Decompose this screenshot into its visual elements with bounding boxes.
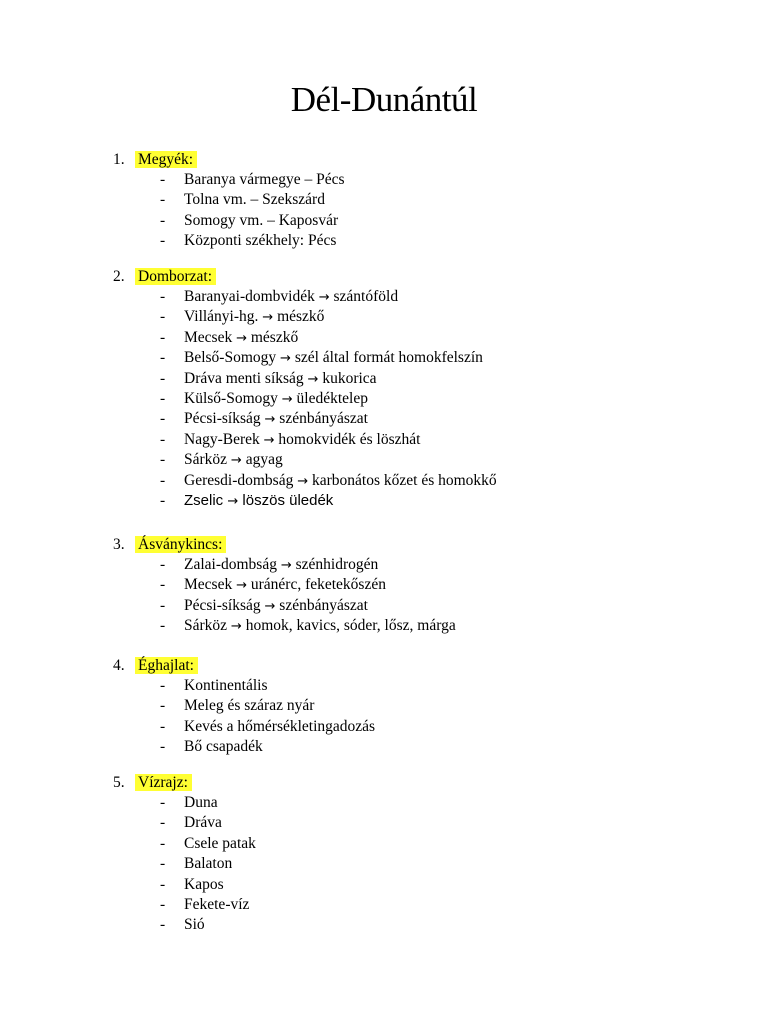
item-content: [184, 170, 345, 190]
item-text: Kevés a hőmérsékletingadozás: [184, 717, 376, 735]
item-content: [184, 491, 333, 512]
bullet-dash: -: [160, 369, 166, 387]
item-content: [184, 555, 378, 576]
arrow-right-icon: →: [227, 493, 239, 509]
bullet-dash: -: [160, 191, 166, 209]
item-text: Balaton: [184, 855, 233, 873]
arrow-right-icon: →: [236, 330, 247, 346]
item-content: [184, 915, 205, 935]
item-content: [184, 895, 249, 915]
bullet-dash: -: [160, 814, 166, 832]
item-content: [184, 875, 224, 895]
arrow-right-icon: →: [280, 558, 292, 573]
bullet-dash: -: [160, 895, 166, 913]
section-number: 2.: [113, 268, 125, 285]
bullet-dash: -: [160, 576, 166, 594]
item-text: Bő csapadék: [184, 738, 263, 756]
bullet-dash: -: [160, 410, 166, 428]
item-text: Tolna vm. – Szekszárd: [184, 191, 325, 209]
arrow-right-icon: →: [297, 473, 309, 489]
bullet-dash: -: [160, 596, 166, 614]
item-text: Pécsi-síkság: [184, 410, 261, 428]
arrow-right-icon: →: [236, 578, 247, 594]
bullet-dash: -: [160, 556, 166, 573]
arrow-right-icon: →: [280, 351, 291, 367]
bullet-dash: -: [160, 288, 166, 305]
bullet-dash: -: [160, 738, 166, 756]
item-content: [184, 575, 386, 596]
arrow-right-icon: →: [264, 412, 276, 428]
item-target: homokvidék és löszhát: [278, 430, 421, 448]
item-content: [184, 369, 377, 390]
bullet-dash: -: [160, 430, 166, 448]
bullet-dash: -: [160, 677, 166, 694]
item-text: Duna: [184, 794, 218, 811]
section-label: Vízrajz:: [135, 774, 192, 791]
item-target: karbonátos kőzet és homokkő: [312, 471, 497, 489]
item-target: szél által formát homokfelszín: [294, 349, 483, 367]
bullet-dash: -: [160, 834, 166, 852]
bullet-dash: -: [160, 794, 166, 811]
item-text: Sió: [184, 916, 205, 934]
item-text: Belső-Somogy: [184, 349, 277, 367]
item-target: agyag: [245, 451, 283, 469]
item-text: Kapos: [184, 875, 224, 893]
item-text: Csele patak: [184, 834, 256, 852]
bullet-dash: -: [160, 308, 166, 326]
page-title: Dél-Dunántúl: [290, 80, 478, 119]
item-content: [184, 307, 324, 328]
item-text: Somogy vm. – Kaposvár: [184, 211, 339, 229]
item-text: Külső-Somogy: [184, 389, 278, 407]
item-target: mészkő: [250, 328, 299, 346]
item-content: [184, 328, 298, 349]
item-text: Központi székhely: Pécs: [184, 232, 337, 250]
item-text: Baranyai-dombvidék: [184, 288, 315, 305]
arrow-right-icon: →: [230, 453, 242, 469]
arrow-right-icon: →: [264, 598, 276, 614]
item-content: [184, 287, 398, 308]
item-target: uránérc, feketekőszén: [250, 576, 386, 594]
item-target: szénhidrogén: [295, 556, 379, 573]
item-content: [184, 717, 375, 737]
item-content: [184, 596, 368, 617]
bullet-dash: -: [160, 451, 166, 469]
item-content: [184, 793, 218, 813]
item-content: [184, 348, 483, 369]
item-text: Villányi-hg.: [184, 308, 259, 326]
section-number: 3.: [113, 536, 125, 553]
item-text: Nagy-Berek: [184, 430, 260, 448]
section-number: 4.: [113, 657, 125, 674]
bullet-dash: -: [160, 389, 166, 407]
item-target: mészkő: [277, 308, 325, 326]
item-text: Mecsek: [184, 576, 233, 594]
item-content: [184, 430, 420, 451]
item-text: Mecsek: [184, 328, 233, 346]
bullet-dash: -: [160, 471, 166, 489]
item-text: Sárköz: [184, 451, 228, 469]
arrow-right-icon: →: [281, 391, 293, 407]
section-label: Domborzat:: [135, 268, 216, 285]
item-content: [184, 211, 338, 231]
arrow-right-icon: →: [230, 619, 242, 635]
item-target: löszös üledék: [242, 491, 334, 509]
item-target: homok, kavics, sóder, lősz, márga: [245, 617, 456, 635]
item-text: Kontinentális: [184, 677, 268, 694]
item-text: Zselic: [184, 491, 224, 509]
item-text: Dráva: [184, 814, 222, 832]
item-target: kukorica: [322, 369, 377, 387]
bullet-dash: -: [160, 875, 166, 893]
item-content: [184, 409, 368, 430]
bullet-dash: -: [160, 916, 166, 934]
section-label: Éghajlat:: [135, 657, 198, 674]
item-text: Geresdi-dombság: [184, 471, 294, 489]
bullet-dash: -: [160, 491, 166, 509]
arrow-right-icon: →: [263, 432, 275, 448]
bullet-dash: -: [160, 349, 166, 367]
section-label: Ásványkincs:: [135, 536, 226, 553]
item-content: [184, 854, 232, 874]
item-text: Sárköz: [184, 617, 228, 635]
bullet-dash: -: [160, 328, 166, 346]
item-text: Meleg és száraz nyár: [184, 697, 315, 715]
bullet-dash: -: [160, 617, 166, 635]
item-target: üledéktelep: [296, 389, 368, 407]
item-content: [184, 696, 314, 716]
arrow-right-icon: →: [307, 371, 319, 387]
item-content: [184, 450, 283, 471]
item-text: Pécsi-síkság: [184, 596, 261, 614]
item-content: [184, 471, 497, 492]
section-number: 5.: [113, 774, 125, 791]
item-text: Zalai-dombság: [184, 556, 277, 573]
bullet-dash: -: [160, 211, 166, 229]
item-content: [184, 834, 256, 854]
item-text: Fekete-víz: [184, 895, 250, 913]
item-text: Dráva menti síkság: [184, 369, 304, 387]
bullet-dash: -: [160, 171, 166, 188]
item-content: [184, 231, 336, 251]
item-target: szénbányászat: [279, 410, 368, 428]
item-text: Baranya vármegye – Pécs: [184, 171, 345, 188]
arrow-right-icon: →: [262, 310, 274, 326]
bullet-dash: -: [160, 717, 166, 735]
bullet-dash: -: [160, 855, 166, 873]
bullet-dash: -: [160, 697, 166, 715]
item-content: [184, 676, 268, 696]
arrow-right-icon: →: [318, 290, 330, 305]
item-target: szántóföld: [333, 288, 399, 305]
item-content: [184, 616, 456, 637]
section-number: 1.: [113, 151, 125, 168]
item-content: [184, 389, 368, 410]
item-content: [184, 190, 325, 210]
item-content: [184, 813, 222, 833]
section-label: Megyék:: [135, 151, 197, 168]
bullet-dash: -: [160, 232, 166, 250]
item-target: szénbányászat: [279, 596, 368, 614]
item-content: [184, 737, 263, 757]
